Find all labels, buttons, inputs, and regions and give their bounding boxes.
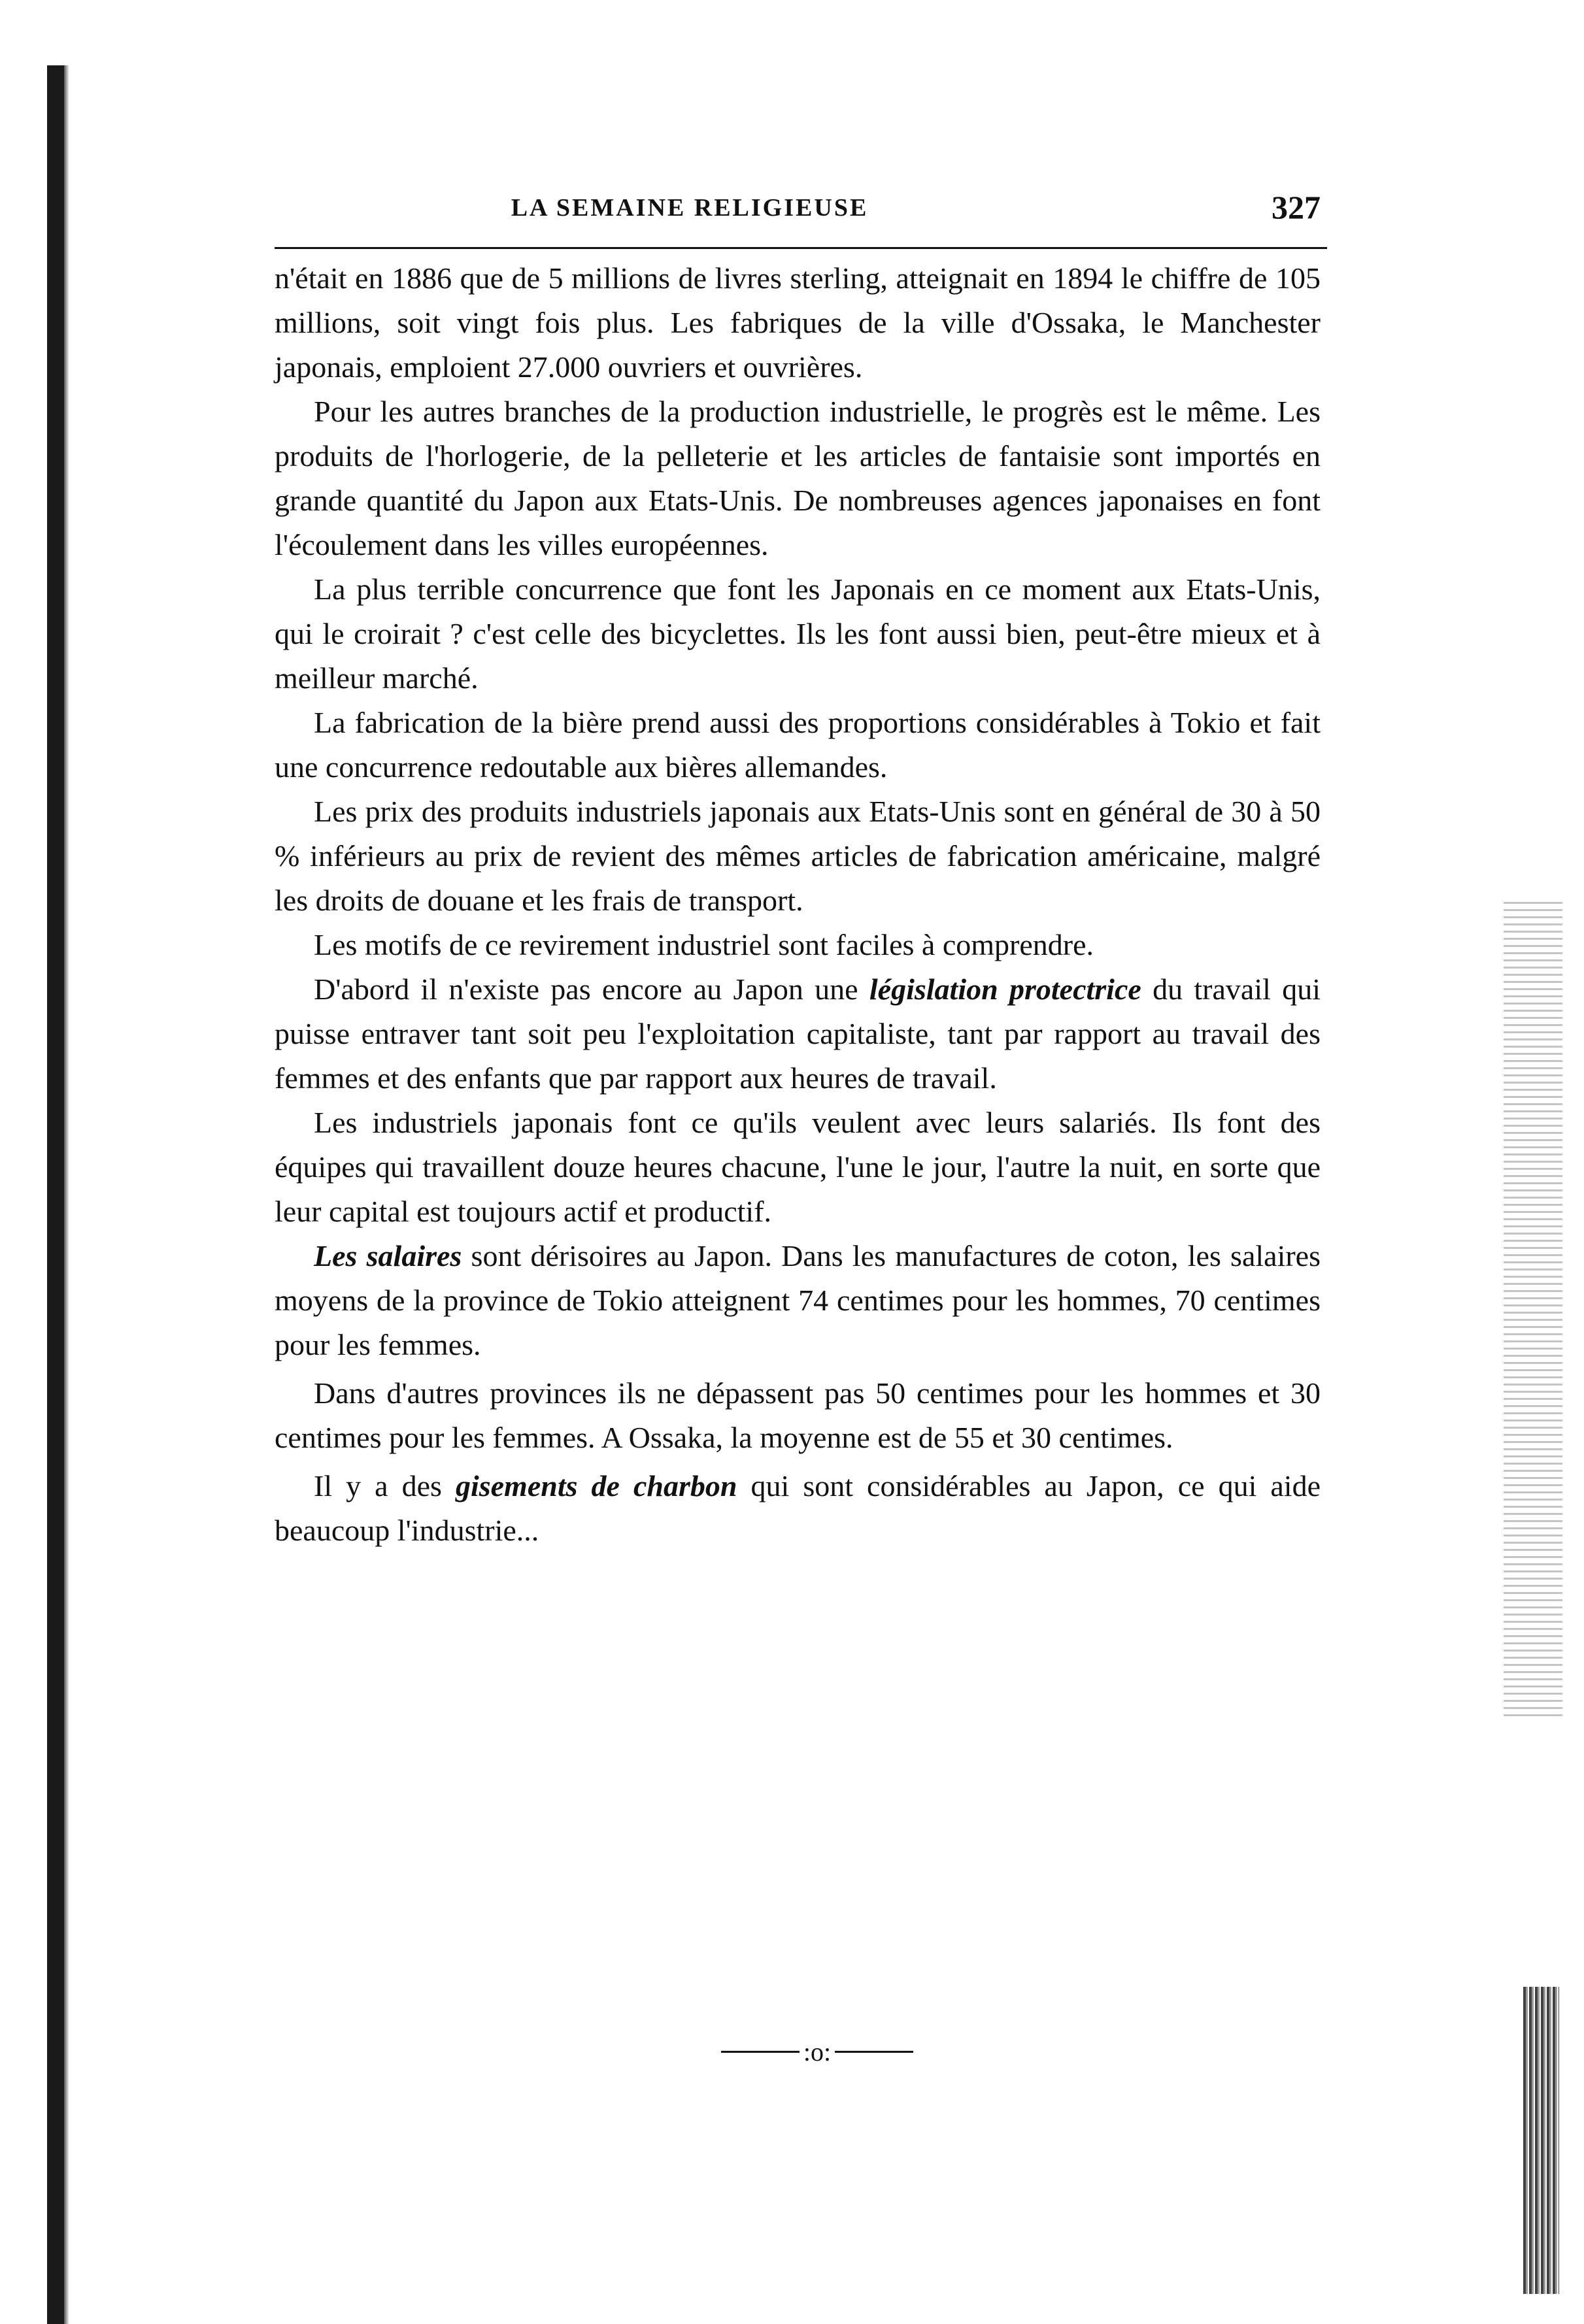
paragraph: La plus terrible concurrence que font les Japonais en ce moment aux Etats-Unis, qui le croirait ? c'est celle des bicyclettes. Ils les font aussi bien, peut-être mieux et à meilleur marché. (275, 573, 1321, 695)
text-run: sont dérisoires au Japon. Dans les manufactures de coton, les salaires moyens de la province de Tokio atteignent 74 centimes pour les hommes, 70 centimes pour les femmes. (275, 1239, 1321, 1361)
text-run: qui sont considérables au Japon, ce qui aide beaucoup l'industrie... (275, 1469, 1321, 1547)
paragraph: Les prix des produits industriels japonais aux Etats-Unis sont en général de 30 à 50 % inférieurs au prix de revient des mêmes articles de fabrication américaine, malgré les droits de douane et les frais de transport. (275, 795, 1321, 917)
text-run: Il y a des (314, 1469, 456, 1502)
italic-term: Les salaires (314, 1239, 462, 1272)
margin-edge-marks (1523, 1987, 1559, 2294)
paragraph: n'était en 1886 que de 5 millions de livres sterling, atteignait en 1894 le chiffre de 105 millions, soit vingt fois plus. Les fabriques de la ville d'Ossaka, le Manchester japonais, emploient 27.000 ouvriers et ouvrières. (275, 261, 1321, 384)
paragraph: La fabrication de la bière prend aussi des proportions considérables à Tokio et fait une concurrence redoutable aux bières allemandes. (275, 706, 1321, 784)
text-run: du travail qui puisse entraver tant soit peu l'exploitation capitaliste, tant par rapport au travail des femmes et des enfants que par rapport aux heures de travail. (275, 972, 1321, 1095)
header-rule (275, 247, 1327, 249)
end-ornament-glyph: :o: (803, 2037, 832, 2067)
paragraph (275, 1234, 1321, 1367)
article-body (275, 256, 1321, 1553)
italic-term: gisements de charbon (455, 1469, 737, 1502)
paragraph: Pour les autres branches de la production industrielle, le progrès est le même. Les produits de l'horlogerie, de la pelleterie et les articles de fantaisie sont importés en grande quantité du Japon aux Etats-Unis. De nombreuses agences japonaises en font l'écoulement dans les villes européennes. (275, 395, 1321, 561)
paragraph: Dans d'autres provinces ils ne dépassent pas 50 centimes pour les hommes et 30 centimes pour les femmes. A Ossaka, la moyenne est de 55 et 30 centimes. (275, 1376, 1321, 1454)
margin-bleed-marks (1504, 902, 1562, 1719)
end-rule-right (835, 2051, 913, 2053)
paragraph (275, 967, 1321, 1101)
paragraph (275, 1464, 1321, 1553)
text-run: D'abord il n'existe pas encore au Japon une (314, 972, 869, 1006)
page-number: 327 (1272, 189, 1321, 225)
header-title: LA SEMAINE RELIGIEUSE (511, 194, 869, 222)
running-head (275, 189, 1321, 233)
paragraph: Les motifs de ce revirement industriel sont faciles à comprendre. (314, 928, 1094, 961)
binding-edge (47, 65, 64, 2324)
paragraph: Les industriels japonais font ce qu'ils veulent avec leurs salariés. Ils font des équipes qui travaillent douze heures chacune, l'une le jour, l'autre la nuit, en sorte que leur capital est toujours actif et productif. (275, 1106, 1321, 1228)
end-rule-left (721, 2051, 800, 2053)
italic-term: législation protectrice (869, 972, 1141, 1006)
end-ornament (706, 2034, 928, 2067)
